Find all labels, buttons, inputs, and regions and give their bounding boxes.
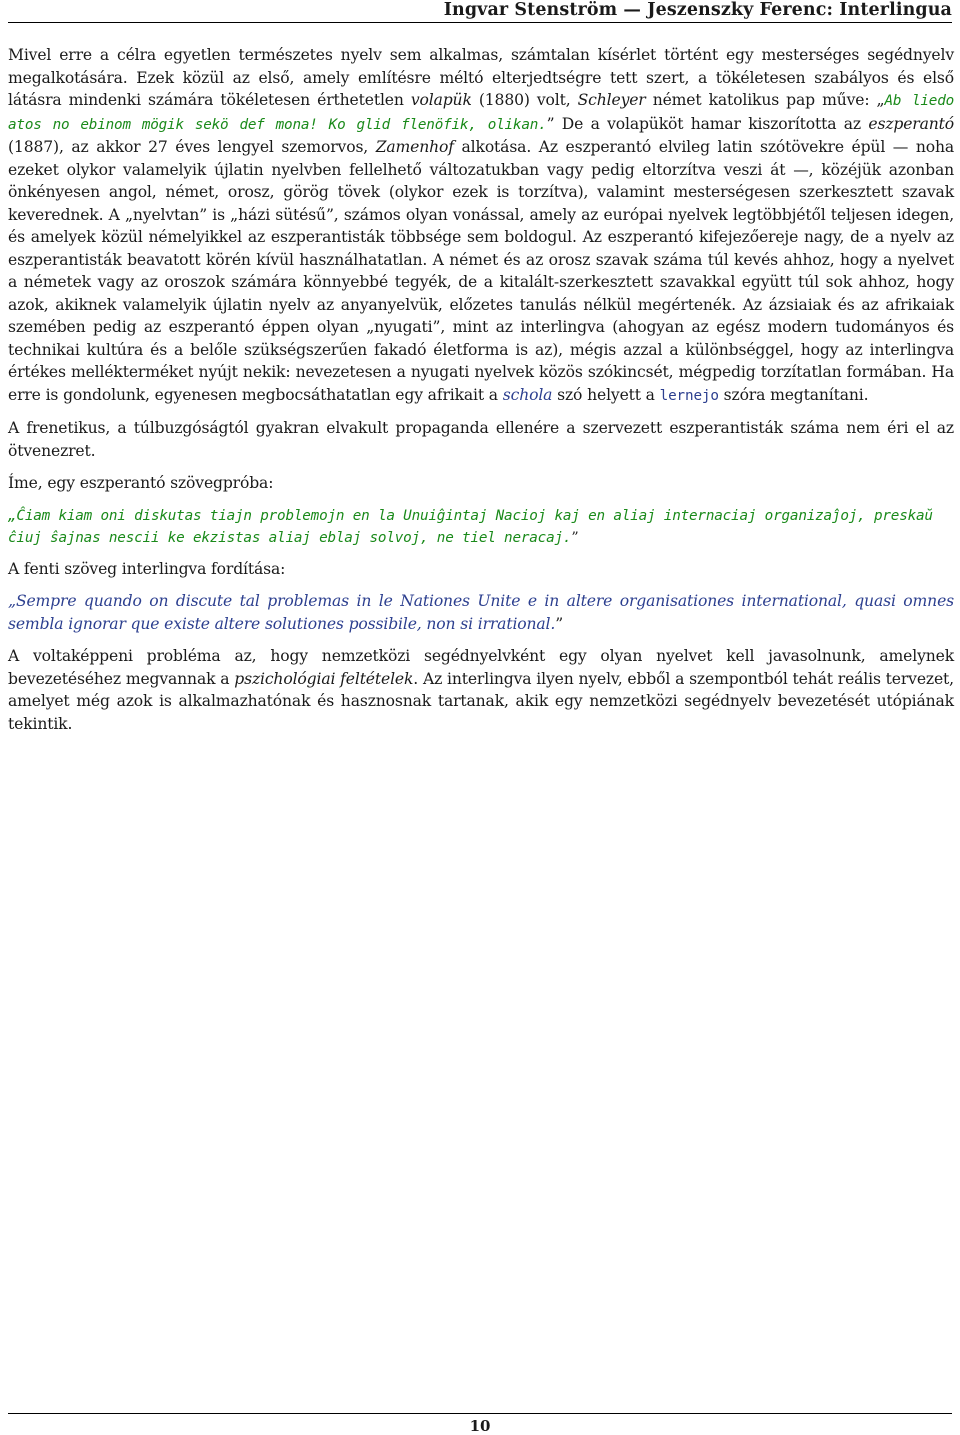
interlingua-sample-quote	[8, 590, 954, 635]
term-volapuk: volapük	[410, 91, 472, 109]
eo-quote-close: ”	[571, 530, 579, 546]
page-footer	[8, 1413, 952, 1435]
p1-text-5: (1887), az akkor 27 éves lengyel szemorvos,	[8, 138, 376, 156]
eo-quote-text: Ĉiam kiam oni diskutas tiajn problemojn en la Unuiĝintaj Nacioj kaj en aliaj internaciaj organizaĵoj, preskaŭ ĉiuj ŝajnas nescii ke ekzistas aliaj eblaj solvoj, ne tiel neracaj.	[8, 507, 933, 546]
name-schleyer: Schleyer	[577, 91, 646, 109]
p1-text-6: alkotása. Az eszperantó elvileg latin szótövekre épül — noha ezeket olykor valamelyik újlatin nyelvben fellelhető változatukban vagy pedig eltorzítva veszi át —, közéjük azonban önkényesen angol, német, orosz, görög tövek (olykor ezek is torzítva), valamint mesterségesen szerkesztett szavak keverednek. A „nyelvtan” is „házi sütésű”, számos olyan vonással, amely az európai nyelvek legtöbbjétől teljesen idegen, és amelyek közül némelyikkel az eszperantisták többsége sem boldogul. Az eszperantó kifejezőereje nagy, de a nyelv az eszperantisták beavatott körén kívül használhatatlan. A német és az orosz szavak száma túl kevés ahhoz, hogy a nyelvet a németek vagy az oroszok számára könnyebbé tegyék, de a kitalált-szerkesztett szavakkal együtt túl sok ahhoz, hogy azok, akiknek valamelyik újlatin nyelv az anyanyelvük, előzetes tanulás nélkül megértenék. Az ázsiaiak és az afrikaiak szemében pedig az eszperantó éppen olyan „nyugati”, mint az interlingva (ahogyan az egész modern tudományos és technikai kultúra és a belőle szükségszerűen fakadó életforma is az), mégis azzal a különbséggel, hogy az interlingva értékes mellékterméket nyújt nekik: nevezetesen a nyugati nyelvek közös szókincsét, mégpedig torzítatlan formában. Ha erre is gondolunk, egyenesen megbocsáthatatlan egy afrikait a	[8, 138, 954, 404]
page-body	[8, 44, 954, 745]
term-feltetelek: pszichológiai feltételek	[234, 669, 414, 688]
ia-quote-open: „	[8, 592, 16, 610]
volapuk-sample: Ab liedo atos no ebinom mögik sekö def mona! Ko glid flenöfik, olikan.	[8, 93, 955, 133]
p1-text-2: (1880) volt,	[471, 91, 578, 109]
p1-text-4: ” De a volapüköt hamar kiszorította az	[546, 114, 869, 133]
word-schola: schola	[502, 385, 553, 404]
eo-quote-open: „	[8, 507, 17, 524]
paragraph-volapuk-esperanto	[8, 44, 954, 407]
word-lernejo: lernejo	[659, 387, 719, 404]
ia-quote-close: ”	[555, 614, 564, 633]
name-zamenhof: Zamenhof	[375, 138, 454, 156]
page-number: 10	[469, 1417, 491, 1435]
term-eszperanto: eszperantó	[868, 114, 954, 133]
p5-text-1: A voltaképpeni probléma az, hogy nemzetközi segédnyelvként egy olyan nyelvet kell javasolnunk, amelynek bevezetéséhez megvannak a	[8, 647, 954, 688]
p5-text-2: . Az interlingva ilyen nyelv, ebből a szempontból tehát reális tervezet, amelyet még azok is alkalmazhatónak és hasznosnak tartanak, akik egy nemzetközi segédnyelv bevezetését utópiának tekintik.	[8, 669, 954, 733]
paragraph-propaganda: A frenetikus, a túlbuzgóságtól gyakran elvakult propaganda ellenére a szervezett eszperantisták száma nem éri el az ötvenezret.	[8, 419, 954, 460]
running-header	[8, 0, 952, 23]
ia-quote-text: Sempre quando on discute tal problemas in le Nationes Unite e in altere organisationes international, quasi omnes sembla ignorar que existe altere solutiones possibile, non si irrational.	[8, 592, 954, 633]
p1-text-8: szóra megtanítani.	[718, 385, 869, 404]
p1-text-1: Mivel erre a célra egyetlen természetes nyelv sem alkalmas, számtalan kísérlet történt egy mesterséges segédnyelv megalkotására. Ezek közül az első, amely említésre méltó elterjedtségre tett szert, a tökéletesen szabályos és első látásra mindenki számára tökéletesen érthetetlen	[8, 46, 954, 109]
paragraph-translation-intro: A fenti szöveg interlingva fordítása:	[8, 559, 286, 578]
p1-text-7: szó helyett a	[552, 385, 660, 404]
running-title: Ingvar Stenström — Jeszenszky Ferenc: Interlingua	[443, 0, 952, 20]
paragraph-conclusion	[8, 645, 954, 735]
esperanto-sample-quote	[8, 505, 954, 550]
p1-text-3: német katolikus pap műve: „	[645, 91, 885, 109]
paragraph-esperanto-intro: Íme, egy eszperantó szövegpróba:	[8, 474, 274, 492]
